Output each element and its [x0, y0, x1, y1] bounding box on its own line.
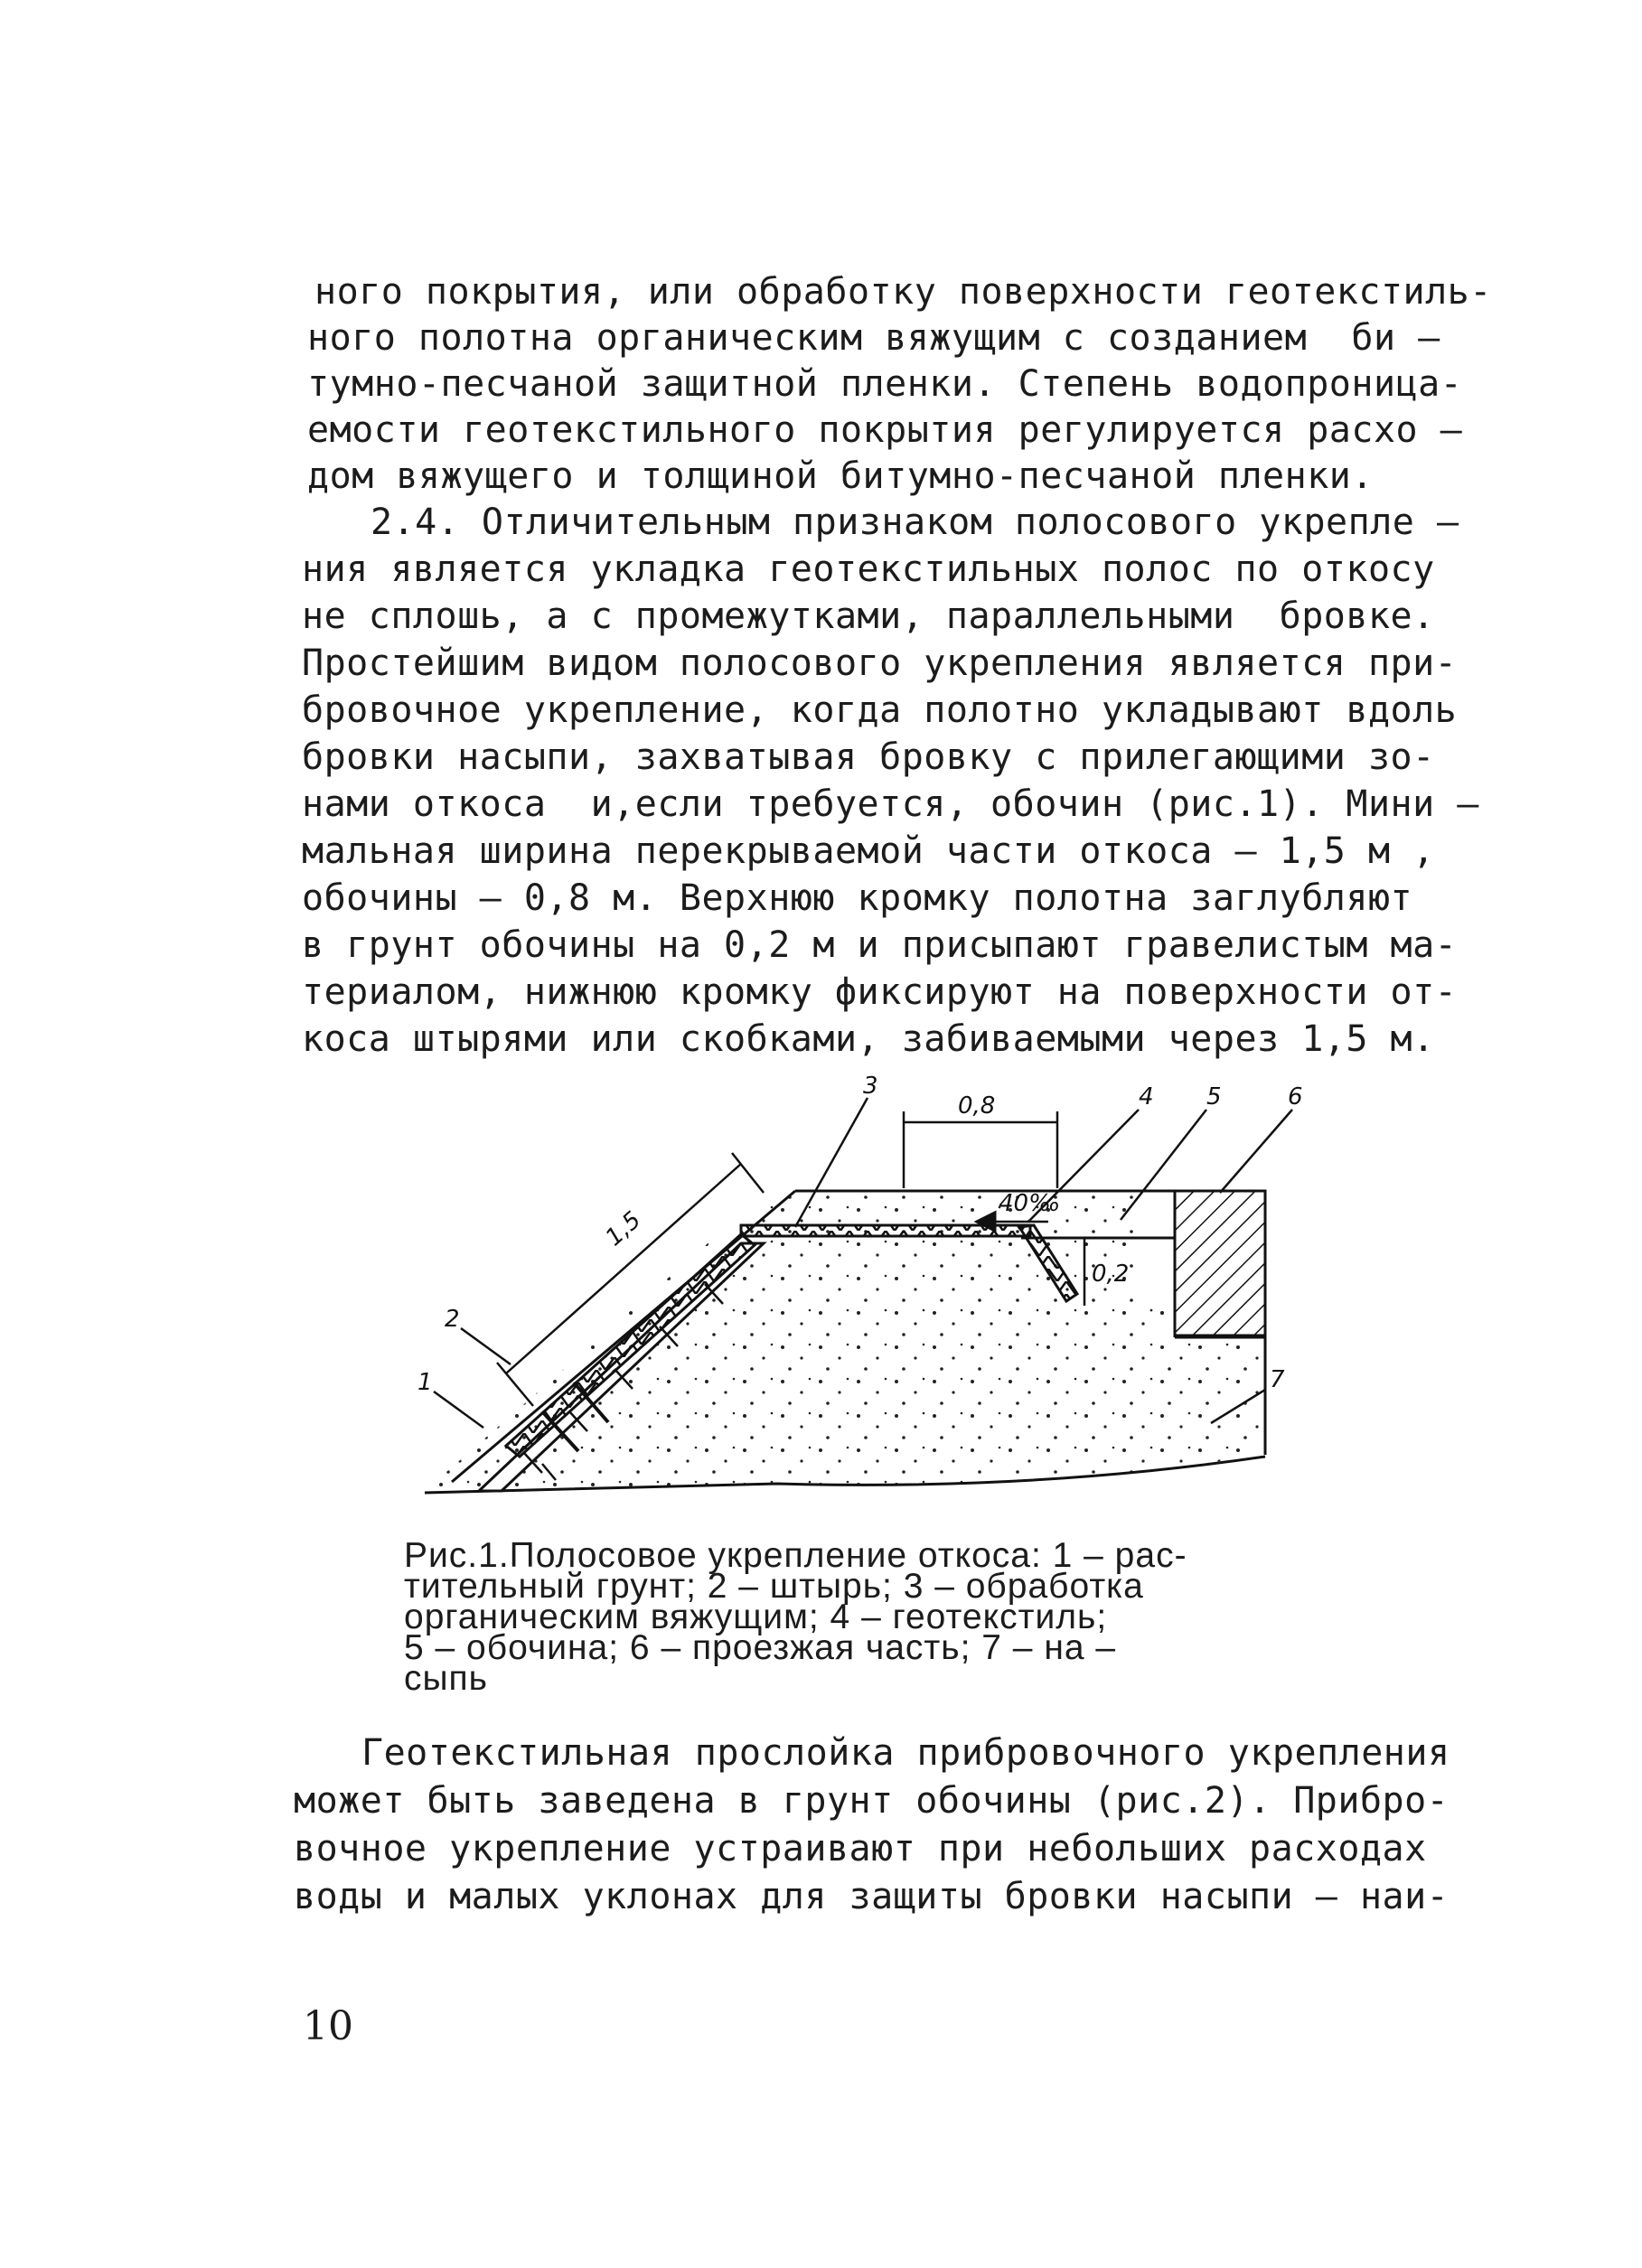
page-number: 10 — [303, 2003, 353, 2049]
text-line: ного полотна органическим вяжущим с созданием би – — [307, 317, 1440, 359]
text-line: не сплошь, а с промежутками, параллельными бровке. — [302, 595, 1435, 637]
caption-line: тительный грунт; 2 – штырь; 3 – обработка — [404, 1567, 1144, 1606]
text-line: Простейшим видом полосового укрепления является при- — [302, 642, 1458, 684]
slope-label: 40‰ — [999, 1190, 1061, 1217]
caption-line: сыпь — [404, 1659, 488, 1698]
caption-line: органическим вяжущим; 4 – геотекстиль; — [404, 1598, 1108, 1636]
callout-6: 6 — [1288, 1083, 1303, 1111]
text-line: коса штырями или скобками, забиваемыми через 1,5 м. — [302, 1018, 1435, 1060]
callout-1: 1 — [418, 1369, 433, 1396]
text-line: в грунт обочины на 0,2 м и присыпают гравелистым ма- — [302, 924, 1458, 966]
text-line: дом вяжущего и толщиной битумно-песчаной пленки. — [307, 455, 1374, 497]
text-line: нами откоса и,если требуется, обочин (рис.1). Мини – — [302, 783, 1479, 825]
text-line: емости геотекстильного покрытия регулируется расхо – — [307, 409, 1463, 451]
callout-5: 5 — [1206, 1083, 1222, 1111]
dimension-label-slope: 1,5 — [600, 1206, 647, 1252]
caption-line: 5 – обочина; 6 – проезжая часть; 7 – на – — [404, 1628, 1117, 1667]
callout-7: 7 — [1270, 1366, 1285, 1393]
callout-3: 3 — [863, 1073, 878, 1100]
text-line: 2.4. Отличительным признаком полосового укрепле – — [371, 501, 1459, 543]
text-line: может быть заведена в грунт обочины (рис.2). Прибро- — [294, 1780, 1450, 1822]
dimension-label-shoulder: 0,8 — [958, 1092, 996, 1120]
text-line: бровочное укрепление, когда полотно укладывают вдоль — [302, 689, 1458, 731]
text-line: вочное укрепление устраивают при небольших расходах — [294, 1828, 1427, 1870]
text-line: воды и малых уклонах для защиты бровки насыпи – наи- — [294, 1876, 1450, 1917]
callout-4: 4 — [1139, 1083, 1154, 1111]
text-line: Геотекстильная прослойка прибровочного укрепления — [361, 1732, 1450, 1774]
slope-reinforcement-figure — [398, 1066, 1337, 1518]
callout-2: 2 — [445, 1306, 460, 1333]
geotextile-shoulder — [741, 1225, 1030, 1236]
text-line: ного покрытия, или обработку поверхности геотекстиль- — [314, 271, 1492, 313]
text-line: териалом, нижнюю кромку фиксируют на поверхности от- — [302, 971, 1458, 1013]
dimension-label-depth: 0,2 — [1092, 1261, 1130, 1288]
text-line: обочины – 0,8 м. Верхнюю кромку полотна заглубляют — [302, 877, 1413, 919]
embankment-fill — [425, 1238, 1265, 1491]
caption-line: Рис.1.Полосовое укрепление откоса: 1 – рас- — [404, 1536, 1187, 1575]
text-line: мальная ширина перекрываемой части откоса – 1,5 м , — [302, 830, 1435, 872]
text-line: тумно-песчаной защитной пленки. Степень водопроница- — [307, 363, 1463, 405]
text-line: ния является укладка геотекстильных полос по откосу — [302, 548, 1435, 590]
roadway — [1175, 1191, 1265, 1335]
text-line: бровки насыпи, захватывая бровку с прилегающими зо- — [302, 736, 1435, 778]
